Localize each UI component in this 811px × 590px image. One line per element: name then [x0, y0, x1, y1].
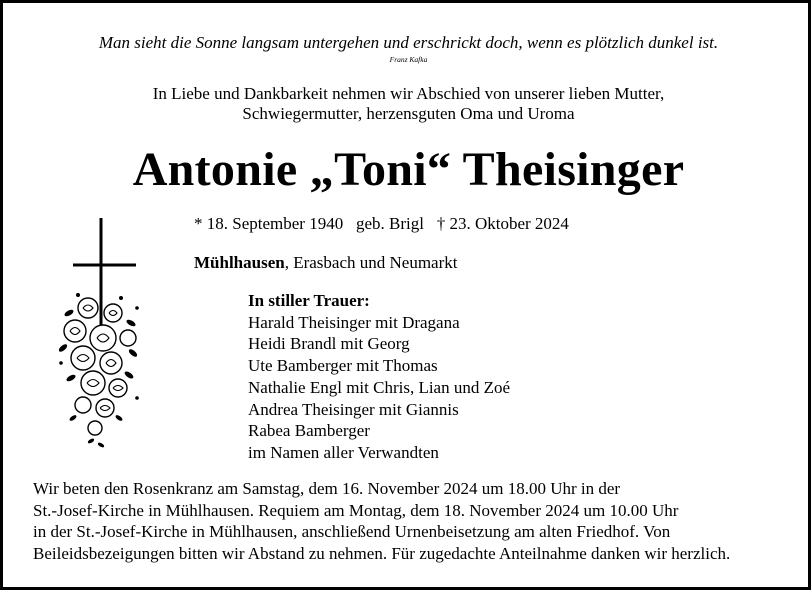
- service-notice: [33, 478, 730, 564]
- mourner-name: Andrea Theisinger mit Giannis: [248, 399, 459, 419]
- place-line: [194, 253, 457, 273]
- notice-line: Wir beten den Rosenkranz am Samstag, dem 16. November 2024 um 18.00 Uhr in der: [33, 479, 621, 498]
- intro-text: [3, 84, 811, 124]
- mourner-name: Ute Bamberger mit Thomas: [248, 356, 438, 376]
- mourner-name: im Namen aller Verwandten: [248, 442, 439, 462]
- place-main: Mühlhausen: [194, 253, 285, 272]
- mourner-name: Nathalie Engl mit Chris, Lian und Zoé: [248, 377, 511, 397]
- mourner-name: Harald Theisinger mit Dragana: [248, 312, 460, 332]
- mourners-heading: In stiller Trauer:: [248, 291, 370, 310]
- place-rest: , Erasbach und Neumarkt: [284, 253, 458, 272]
- intro-line: In Liebe und Dankbarkeit nehmen wir Abschied von unserer lieben Mutter,: [152, 84, 665, 103]
- notice-line: St.-Josef-Kirche in Mühlhausen. Requiem am Montag, dem 18. November 2024 um 10.00 Uhr: [33, 500, 679, 520]
- life-dates: * 18. September 1940 geb. Brigl † 23. Oktober 2024: [194, 214, 569, 233]
- mourner-name: Heidi Brandl mit Georg: [248, 334, 410, 354]
- cross-with-roses-icon: [33, 213, 153, 453]
- quote-text: Man sieht die Sonne langsam untergehen und erschrickt doch, wenn es plötzlich dunkel ist.: [98, 33, 719, 52]
- deceased-name: Antonie „Toni“ Theisinger: [132, 143, 685, 196]
- intro-line: Schwiegermutter, herzensguten Oma und Uroma: [242, 104, 575, 123]
- mourners-list: [248, 290, 510, 464]
- mourner-name: Rabea Bamberger: [248, 421, 370, 441]
- quote-author: Franz Kafka: [389, 55, 428, 64]
- notice-line: Beileidsbezeigungen bitten wir Abstand zu nehmen. Für zugedachte Anteilnahme danken wir herzlich.: [33, 543, 731, 563]
- notice-line: in der St.-Josef-Kirche in Mühlhausen, anschließend Urnenbeisetzung am alten Friedhof. Von: [33, 522, 671, 541]
